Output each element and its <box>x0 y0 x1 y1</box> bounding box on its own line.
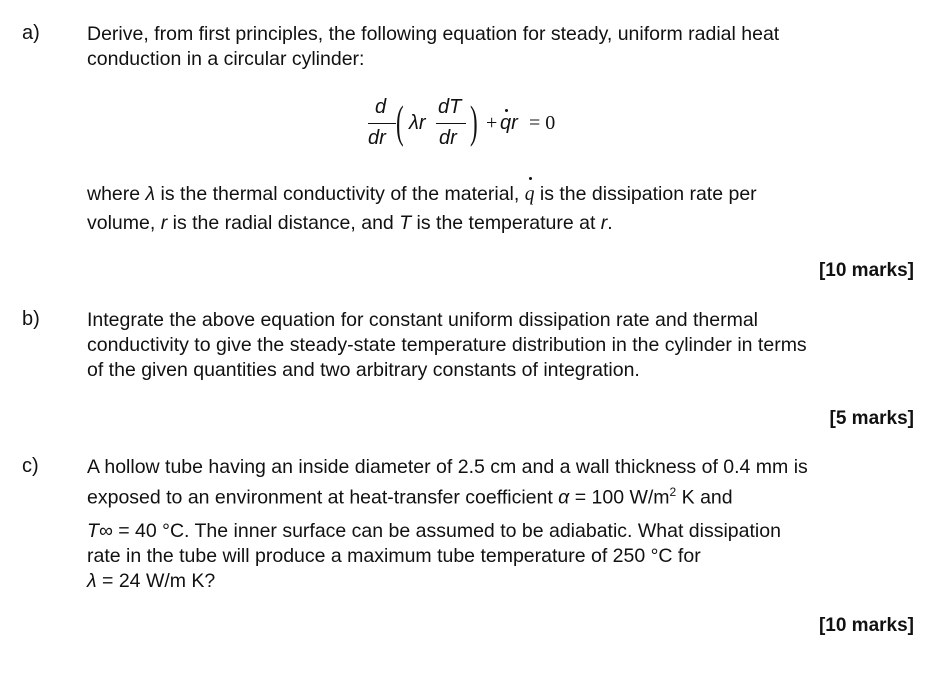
part-b-label: b) <box>22 308 40 330</box>
eq-d-numerator: d <box>375 96 387 118</box>
eq-q-dot: q <box>500 112 512 134</box>
part-a-definitions <box>87 180 932 238</box>
part-c-line2-end: K and <box>676 486 733 509</box>
part-a-label: a) <box>22 22 40 44</box>
squared-superscript: 2 <box>669 485 677 499</box>
part-c-line5-rest: = 24 W/m K? <box>96 569 216 592</box>
part-a-intro <box>87 22 932 72</box>
part-c-line3 <box>87 519 932 544</box>
eq-dr-inner-denominator: dr <box>439 127 457 149</box>
eq-frac-line-outer <box>368 123 396 124</box>
eq-frac-line-inner <box>436 123 466 124</box>
eq-close-paren: ) <box>470 96 478 147</box>
eq-plus: + <box>486 112 498 134</box>
volume-prefix: volume, <box>87 212 161 234</box>
radial-distance-text: is the radial distance, and <box>167 212 400 234</box>
part-c-line5 <box>87 569 932 594</box>
where-mid: is the thermal conductivity of the material, <box>155 183 525 205</box>
eq-open-paren: ( <box>396 96 404 147</box>
part-a-intro-line2: conduction in a circular cylinder: <box>87 48 365 70</box>
eq-lambda-r: λr <box>409 112 426 134</box>
part-b-line1: Integrate the above equation for constant uniform dissipation rate and thermal <box>87 309 758 331</box>
eq-r: r <box>511 112 518 134</box>
part-b-marks: [5 marks] <box>829 408 914 429</box>
part-b-line2: conductivity to give the steady-state temperature distribution in the cylinder in terms <box>87 334 807 356</box>
lambda-symbol: λ <box>145 183 156 205</box>
part-c-line2 <box>87 480 932 511</box>
part-c-line1: A hollow tube having an inside diameter of 2.5 cm and a wall thickness of 0.4 mm is <box>87 456 808 478</box>
T-infinity-symbol: T∞ <box>87 519 113 542</box>
r-symbol-2: r <box>600 212 608 234</box>
T-symbol: T <box>399 212 412 234</box>
part-a-intro-line1: Derive, from first principles, the following equation for steady, uniform radial heat <box>87 23 780 45</box>
part-c-label: c) <box>22 455 39 477</box>
where-end: is the dissipation rate per <box>534 183 757 205</box>
alpha-symbol: α <box>558 486 570 509</box>
eq-dT-numerator: dT <box>438 96 462 118</box>
part-c-line2-mid: = 100 W/m <box>569 486 670 509</box>
eq-dr-denominator: dr <box>368 127 386 149</box>
part-c-text <box>87 455 932 594</box>
eq-equals-zero: = 0 <box>529 112 556 134</box>
part-c-marks: [10 marks] <box>818 615 914 636</box>
q-dot-symbol: q <box>525 180 535 209</box>
where-prefix: where <box>87 183 146 205</box>
part-b-text <box>87 308 932 383</box>
r-symbol: r <box>160 212 168 234</box>
period: . <box>607 212 613 234</box>
temperature-text: is the temperature at <box>411 212 601 234</box>
part-b-line3: of the given quantities and two arbitrary constants of integration. <box>87 359 640 381</box>
part-c-line3-rest: = 40 °C. The inner surface can be assumed to be adiabatic. What dissipation <box>112 519 781 542</box>
part-c-line2-prefix: exposed to an environment at heat-transfer coefficient <box>87 486 559 509</box>
heat-conduction-equation <box>366 96 586 158</box>
part-c-line4: rate in the tube will produce a maximum tube temperature of 250 °C for <box>87 544 701 567</box>
part-a-marks: [10 marks] <box>818 260 914 281</box>
lambda-symbol-c: λ <box>87 569 97 592</box>
